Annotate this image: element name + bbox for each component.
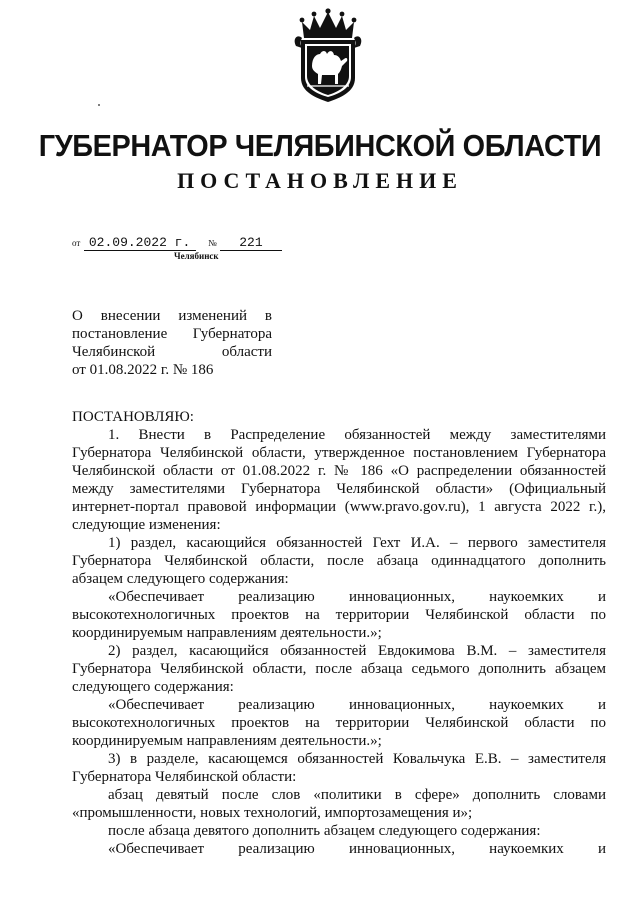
body-line: абзацем следующего содержания:: [72, 571, 289, 587]
subject-line: Челябинской области: [72, 344, 272, 360]
subject-line: от 01.08.2022 г. № 186: [72, 362, 214, 378]
body-line: высокотехнологичных проектов на территории Челябинской области по: [72, 607, 606, 623]
body-line: координируемым направлениям деятельности.»;: [72, 733, 382, 749]
number-label: №: [208, 238, 217, 248]
body-line: 1. Внести в Распределение обязанностей между заместителями: [108, 427, 606, 443]
document-number: 221: [220, 236, 282, 251]
document-type-title: ПОСТАНОВЛЕНИЕ: [177, 168, 463, 193]
document-body: [72, 408, 606, 858]
body-line: высокотехнологичных проектов на территории Челябинской области по: [72, 715, 606, 731]
body-line: «Обеспечивает реализацию инновационных, наукоемких и: [108, 697, 606, 713]
document-subject: [72, 307, 272, 379]
subject-line: постановление Губернатора: [72, 326, 272, 342]
subject-line: О внесении изменений в: [72, 308, 272, 324]
body-line: следующие изменения:: [72, 517, 221, 533]
body-line: «Обеспечивает реализацию инновационных, наукоемких и: [108, 841, 606, 857]
document-date: 02.09.2022 г.: [84, 236, 196, 251]
body-line: Губернатора Челябинской области, после абзаца седьмого дополнить абзацем: [72, 661, 606, 677]
date-prefix: от: [72, 238, 81, 248]
body-line: Челябинской области от 01.08.2022 г. № 186 «О распределении обязанностей: [72, 463, 606, 479]
body-line: «Обеспечивает реализацию инновационных, наукоемких и: [108, 589, 606, 605]
city-name: Челябинск: [174, 251, 219, 261]
body-line: «промышленности, новых технологий, импортозамещения и»;: [72, 805, 473, 821]
body-line: Губернатора Челябинской области:: [72, 769, 297, 785]
body-line: после абзаца девятого дополнить абзацем следующего содержания:: [108, 823, 541, 839]
body-line: 3) в разделе, касающемся обязанностей Ковальчука Е.В. – заместителя: [108, 751, 606, 767]
authority-title: ГУБЕРНАТОР ЧЕЛЯБИНСКОЙ ОБЛАСТИ: [38, 128, 602, 163]
document-meta: [72, 234, 282, 251]
body-line: 1) раздел, касающийся обязанностей Гехт И.А. – первого заместителя: [108, 535, 606, 551]
body-line: 2) раздел, касающийся обязанностей Евдокимова В.М. – заместителя: [108, 643, 606, 659]
resolution-word: ПОСТАНОВЛЯЮ:: [72, 409, 194, 425]
body-line: между заместителями Губернатора Челябинской области» (Официальный: [72, 481, 606, 497]
scan-speck: [98, 104, 100, 106]
body-line: интернет-портал правовой информации (www.pravo.gov.ru), 1 августа 2022 г.),: [72, 499, 606, 515]
body-line: координируемым направлениям деятельности.»;: [72, 625, 382, 641]
body-line: Губернатора Челябинской области, утвержденное постановлением Губернатора: [72, 445, 606, 461]
body-line: следующего содержания:: [72, 679, 234, 695]
coat-of-arms-emblem: [290, 8, 366, 104]
body-line: абзац девятый после слов «политики в сфере» дополнить словами: [108, 787, 606, 803]
body-line: Губернатора Челябинской области, после абзаца одиннадцатого дополнить: [72, 553, 606, 569]
